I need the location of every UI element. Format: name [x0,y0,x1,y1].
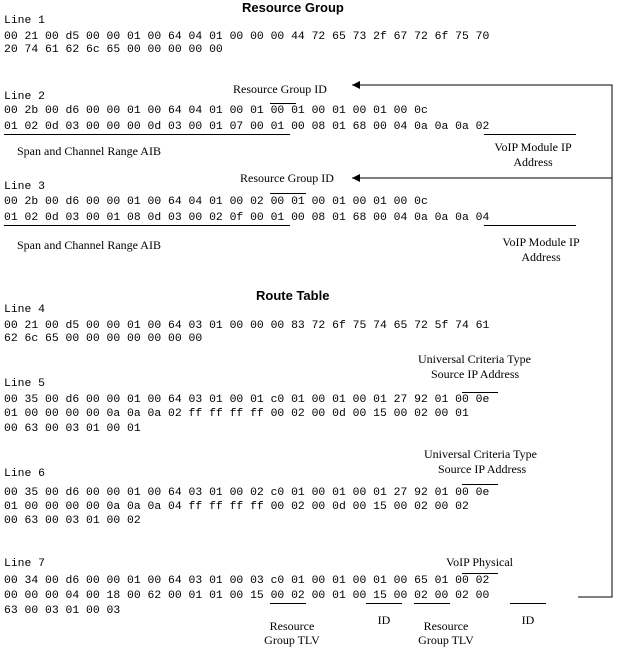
line-4-hex-row: 62 6c 65 00 00 00 00 00 00 00 [4,333,203,345]
line-4-hex-row: 00 21 00 d5 00 00 01 00 64 03 01 00 00 00 83 72 6f 75 74 65 72 5f 74 61 [4,320,490,332]
annotation-voip-module-ip: VoIP Module IP [502,235,580,249]
line-1-hex-row: 00 21 00 d5 00 00 01 00 64 04 01 00 00 00 44 72 65 73 2f 67 72 6f 75 70 [4,31,490,43]
underline-voip-module-ip [484,225,576,226]
line-3-hex-row: 01 02 0d 03 00 01 08 0d 03 00 02 0f 00 01 00 08 01 68 00 04 0a 0a 0a 04 [4,212,490,224]
annotation-voip-module-ip: VoIP Module IP [494,140,572,154]
line-1-label: Line 1 [4,15,46,27]
annotation-source-ip-address: Source IP Address [431,367,520,381]
annotation-resource-group-tlv: Group TLV [418,633,474,647]
underline-span-channel-aib [4,225,290,226]
line-6-hex-row: 01 00 00 00 00 0a 0a 0a 04 ff ff ff ff 00 02 00 0d 00 15 00 02 00 02 [4,501,469,513]
line-4-label: Line 4 [4,304,46,316]
annotation-id: ID [377,613,391,627]
annotation-universal-criteria-type: Universal Criteria Type [424,447,537,461]
annotation-resource-group-tlv: Resource [269,619,315,633]
annotation-id: ID [521,613,535,627]
section-title-resource-group: Resource Group [242,0,344,15]
line-5-hex-row: 01 00 00 00 00 0a 0a 0a 02 ff ff ff ff 00 02 00 0d 00 15 00 02 00 01 [4,408,469,420]
annotation-resource-group-tlv: Resource [423,619,469,633]
underline-resource-group-id [270,193,306,194]
annotation-voip-physical: VoIP Physical [446,555,514,569]
section-title-route-table: Route Table [256,288,330,303]
underline-id [366,603,402,604]
annotation-voip-module-ip-address: Address [513,155,553,169]
underline-span-channel-aib [4,134,290,135]
underline-resource-group-tlv [414,603,450,604]
annotation-voip-module-ip-address: Address [521,250,561,264]
line-5-hex-row: 00 35 00 d6 00 00 01 00 64 03 01 00 01 c0 01 00 01 00 01 27 92 01 00 0e [4,394,490,406]
underline-voip-physical [462,573,498,574]
line-7-label: Line 7 [4,558,46,570]
annotation-resource-group-id: Resource Group ID [233,82,327,96]
line-2-hex-row: 00 2b 00 d6 00 00 01 00 64 04 01 00 01 00 01 00 01 00 01 00 0c [4,105,428,117]
annotation-resource-group-id: Resource Group ID [240,171,334,185]
line-6-hex-row: 00 63 00 03 01 00 02 [4,515,141,527]
underline-resource-group-id [270,103,296,104]
underline-voip-module-ip [484,134,576,135]
underline-id [510,603,546,604]
annotation-source-ip-address: Source IP Address [438,462,527,476]
line-7-hex-row: 63 00 03 01 00 03 [4,605,121,617]
line-1-hex-row: 20 74 61 62 6c 65 00 00 00 00 00 [4,44,223,56]
line-6-hex-row: 00 35 00 d6 00 00 01 00 64 03 01 00 02 c0 01 00 01 00 01 27 92 01 00 0e [4,487,490,499]
underline-resource-group-tlv [270,603,306,604]
line-3-label: Line 3 [4,181,46,193]
annotation-resource-group-tlv: Group TLV [264,633,320,647]
line-2-label: Line 2 [4,91,46,103]
underline-universal-criteria-type [462,392,498,393]
line-2-hex-row: 01 02 0d 03 00 00 00 0d 03 00 01 07 00 01 00 08 01 68 00 04 0a 0a 0a 02 [4,121,490,133]
annotation-universal-criteria-type: Universal Criteria Type [418,352,531,366]
line-3-hex-row: 00 2b 00 d6 00 00 01 00 64 04 01 00 02 00 01 00 01 00 01 00 0c [4,196,428,208]
annotation-span-channel-aib: Span and Channel Range AIB [17,144,161,158]
line-5-label: Line 5 [4,378,46,390]
underline-universal-criteria-type [462,484,498,485]
line-7-hex-row: 00 00 00 04 00 18 00 62 00 01 01 00 15 00 02 00 01 00 15 00 02 00 02 00 [4,590,490,602]
line-6-label: Line 6 [4,468,46,480]
annotation-span-channel-aib: Span and Channel Range AIB [17,238,161,252]
line-5-hex-row: 00 63 00 03 01 00 01 [4,423,141,435]
line-7-hex-row: 00 34 00 d6 00 00 01 00 64 03 01 00 03 c0 01 00 01 00 01 00 65 01 00 02 [4,575,490,587]
